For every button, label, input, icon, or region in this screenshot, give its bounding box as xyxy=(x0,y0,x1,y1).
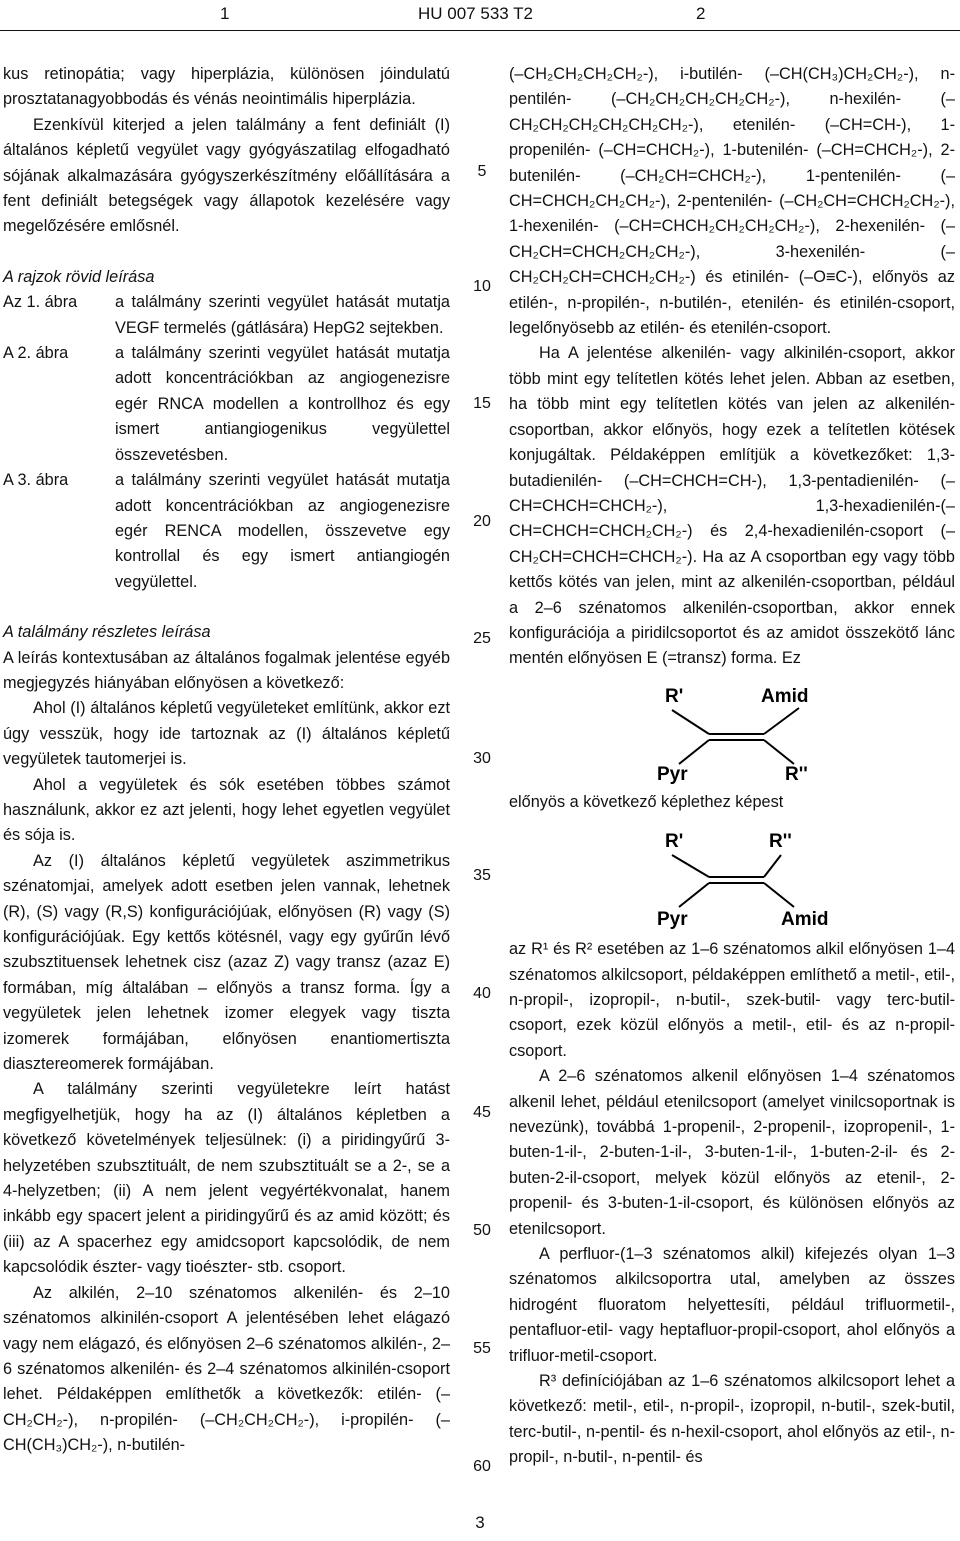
substituent-label: Pyr xyxy=(657,909,688,931)
right-paragraph-3: az R¹ és R² esetében az 1–6 szénatomos alkil előnyösen 1–4 szénatomos alkilcsoport, példaképpen említhető a metil-, etil-, n-propil-, izopropil-, n-butil-, szek-butil- vagy terc-butil-csoport, ezek közül előnyös a metil-, etil- és az n-propil-csoport. xyxy=(509,940,955,1060)
line-number: 5 xyxy=(477,163,487,180)
line-number: 35 xyxy=(473,867,491,884)
line-number: 25 xyxy=(473,630,491,647)
left-paragraph-8: Az alkilén, 2–10 szénatomos alkenilén- és 2–10 szénatomos alkinilén-csoport A jelentésében lehet elágazó vagy nem elágazó, és előnyösen 2–6 szénatomos alkilén-, 2–6 szénatomos alkenilén- és 2–4 szénatomos alkinilén-csoport lehet. Példaképpen említhetők a következők: etilén- (–CH₂CH₂-), n-propilén- (–CH₂CH₂CH₂-), i-propilén- (–CH(CH₃)CH₂-), n-butilén- xyxy=(3,1283,450,1455)
drawings-heading: A rajzok rövid leírása xyxy=(3,267,155,286)
line-number: 50 xyxy=(473,1222,491,1239)
comparison-text: előnyös a következő képlethez képest xyxy=(509,792,784,811)
line-number: 15 xyxy=(473,395,491,412)
double-bond-diagram xyxy=(509,815,955,937)
right-paragraph-2: Ha A jelentése alkenilén- vagy alkinilén-csoport, akkor több mint egy telítetlen kötés lehet jelen. Abban az esetben, ha több mint egy telítetlen kötés van jelen az alkenilén-csoportban, akkor előnyös, hogy ezek a telítetlen kötések konjugáltak. Példaképpen említjük a következőket: 1,3-butadienilén- (–CH=CHCH=CH-), 1,3-pentadienilén- (–CH=CHCH=CHCH₂-), 1,3-hexadienilén-(–CH=CHCH=CHCH₂CH₂-) és 2,4-hexadienilén-csoport (–CH₂CH=CHCH=CHCH₂-). Ha az A csoportban egy vagy több kettős kötés van jelen, mint az alkenilén-csoportban, például a 2–6 szénatomos alkenilén-csoportban, akkor ennek konfigurációja a piridilcsoportot és az amidot összekötő lánc mentén előnyösen E (=transz) forma. Ez xyxy=(509,344,955,668)
line-number: 30 xyxy=(473,750,491,767)
figure-3-text: a találmány szerinti vegyület hatását mutatja adott koncentrációkban az angiogenezisre egér RENCA modellen, összevetve egy kontrollal és egy ismert antiangiogén vegyülettel. xyxy=(115,471,450,591)
substituent-label: R' xyxy=(665,831,684,853)
line-number: 10 xyxy=(473,278,491,295)
structure-e-isomer xyxy=(509,672,955,790)
left-paragraph-3: A leírás kontextusában az általános fogalmak jelentése egyéb megjegyzés hiányában előnyösen a következő: xyxy=(3,648,450,692)
figure-2-label: A 2. ábra xyxy=(3,344,69,363)
figure-2-text: a találmány szerinti vegyület hatását mutatja adott koncentrációkban az angiogenezisre egér RNCA modellen a kontrollhoz és egy ismert antiangiogenikus vegyülettel összevetésben. xyxy=(115,344,450,464)
right-paragraph-1: (–CH₂CH₂CH₂CH₂-), i-butilén- (–CH(CH₃)CH₂CH₂-), n-pentilén- (–CH₂CH₂CH₂CH₂CH₂-), n-hexilén- (–CH₂CH₂CH₂CH₂CH₂CH₂-), etenilén- (–CH=CH-), 1-propenilén- (–CH=CHCH₂-), 1-butenilén- (–CH=CHCH₂-), 2-butenilén- (–CH₂CH=CHCH₂-), 1-pentenilén- (–CH=CHCH₂CH₂CH₂-), 2-pentenilén- (–CH₂CH=CHCH₂CH₂-), 1-hexenilén- (–CH=CHCH₂CH₂CH₂CH₂-), 2-hexenilén- (–CH₂CH=CHCH₂CH₂CH₂-), 3-hexenilén- (–CH₂CH₂CH=CHCH₂CH₂-) és etinilén- (–O≡C-), előnyös az etilén-, n-propilén-, n-butilén-, etenilén- és etinilén-csoport, legelőnyösebb az etilén- és etenilén-csoport. xyxy=(509,65,955,338)
left-paragraph-7: A találmány szerinti vegyületekre leírt hatást megfigyelhetjük, hogy ha az (I) általános képletben a következő követelmények teljesülnek: (i) a piridingyűrű 3-helyzetében szubsztituált, de nem szubsztituált se a 2-, se a 4-helyzetben; (ii) A nem jelent vegyértékvonalat, hanem inkább egy spacert jelent a piridingyűrű és az amid között; és (iii) az A spacerhez egy amidcsoport kapcsolódik, de nem kapcsolódik észter- vagy tioészter- stb. csoport. xyxy=(3,1080,450,1277)
right-paragraph-4: A 2–6 szénatomos alkenil előnyösen 1–4 szénatomos alkenil lehet, például etenilcsoport (amelyet vinilcsoportnak is nevezünk), továbbá 1-propenil-, 2-propenil-, izopropenil-, 1-buten-1-il-, 2-buten-1-il-, 3-buten-1-il-, 1-buten-2-il- és 2-buten-2-il-csoport, melyek közül előnyös az etenil-, 2-propenil- és 3-buten-1-il-csoport, és különösen előnyös az etenilcsoport. xyxy=(509,1067,955,1238)
header-left-page-number: 1 xyxy=(220,4,230,23)
substituent-label: Amid xyxy=(781,909,829,931)
substituent-label: Pyr xyxy=(657,763,688,785)
substituent-label: R'' xyxy=(769,831,792,853)
right-paragraph-6: R³ definíciójában az 1–6 szénatomos alkilcsoport lehet a következő: metil-, etil-, n-propil-, izopropil, n-butil-, szek-butil, terc-butil-, n-pentil- és n-hexil-csoport, ahol előnyös az etil-, n-propil-, n-butil-, n-pentil- és xyxy=(509,1372,955,1467)
line-number: 45 xyxy=(473,1104,491,1121)
right-paragraph-5: A perfluor-(1–3 szénatomos alkil) kifejezés olyan 1–3 szénatomos alkilcsoportra utal, amelyben az összes hidrogént fluoratom helyettesíti, például trifluormetil-, pentafluor-etil- vagy heptafluor-propil-csoport, ahol előnyös a trifluor-metil-csoport. xyxy=(509,1245,955,1365)
structure-z-isomer xyxy=(509,815,955,937)
figure-3-description xyxy=(3,468,450,595)
figure-1-label: Az 1. ábra xyxy=(3,293,78,312)
line-number: 55 xyxy=(473,1340,491,1357)
header-right-page-number: 2 xyxy=(696,4,706,23)
substituent-label: Amid xyxy=(761,685,809,707)
header-rule xyxy=(0,30,960,31)
left-paragraph-4: Ahol (I) általános képletű vegyületeket említünk, akkor ezt úgy vesszük, hogy ide tartoznak az (I) általános képletű vegyületek tautomerjei is. xyxy=(3,699,450,769)
figure-2-description xyxy=(3,341,450,468)
left-paragraph-6: Az (I) általános képletű vegyületek aszimmetrikus szénatomjai, amelyek adott esetben jelen vannak, lehetnek (R), (S) vagy (R,S) konfigurációjúak, előnyösen (R) vagy (S) konfigurációjúak. Egy kettős kötésnél, vagy egy gyűrűn lévő szubsztituensek lehetnek cisz (azaz Z) vagy transz (azaz E) formában, míg általában – előnyös a transz forma. Így a vegyületek jelen lehetnek izomer elegyek vagy tiszta izomerek formájában, előnyösen enantiomertiszta diasztereomerek formájában. xyxy=(3,851,450,1074)
left-paragraph-5: Ahol a vegyületek és sók esetében többes számot használunk, akkor ez azt jelenti, hogy lehet egyetlen vegyület és sója is. xyxy=(3,775,450,845)
left-paragraph-2: Ezenkívül kiterjed a jelen találmány a fent definiált (I) általános képletű vegyület vagy gyógyászatilag elfogadható sójának alkalmazására gyógyszerkészítmény előállítására a fent definiált betegségek vagy állapotok kezelésére vagy megelőzésére emlősnél. xyxy=(3,115,450,236)
left-column xyxy=(3,62,450,1459)
line-number: 60 xyxy=(473,1458,491,1475)
figure-1-text: a találmány szerinti vegyület hatását mutatja VEGF termelés (gátlására) HepG2 sejtekben. xyxy=(115,293,450,337)
figure-1-description xyxy=(3,290,450,341)
substituent-label: R'' xyxy=(785,763,808,785)
left-paragraph-1: kus retinopátia; vagy hiperplázia, különösen jóindulatú prosztatanagyobbodás és vénás neointimális hiperplázia. xyxy=(3,65,450,109)
line-number: 40 xyxy=(473,985,491,1002)
figure-3-label: A 3. ábra xyxy=(3,471,69,490)
double-bond-diagram xyxy=(509,672,955,790)
page-number: 3 xyxy=(475,1513,485,1532)
substituent-label: R' xyxy=(665,685,684,707)
right-column xyxy=(509,62,955,1471)
detailed-description-heading: A találmány részletes leírása xyxy=(3,623,211,642)
patent-number: HU 007 533 T2 xyxy=(418,4,533,23)
line-number: 20 xyxy=(473,513,491,530)
